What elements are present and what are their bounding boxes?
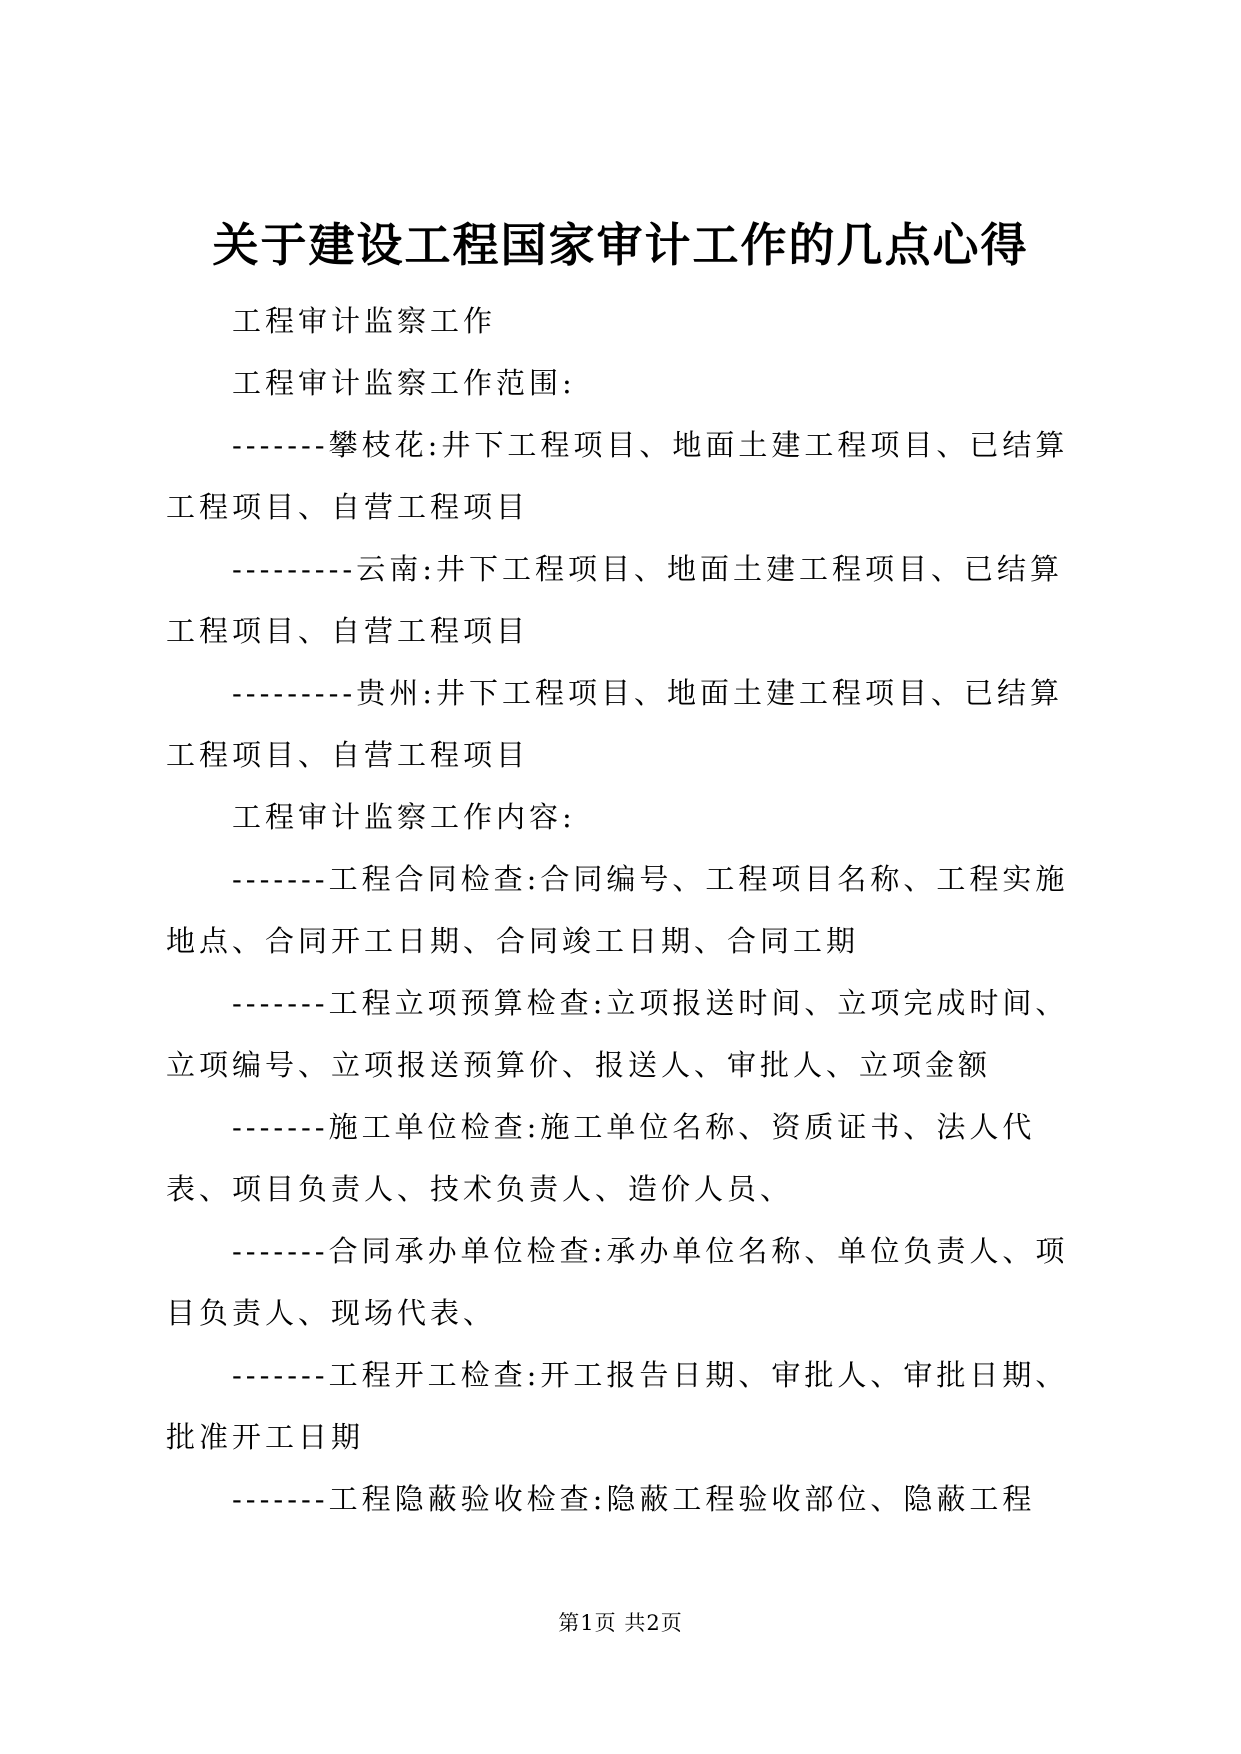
paragraph: ---------贵州:井下工程项目、地面土建工程项目、已结算工程项目、自营工程项目 [166,676,1063,772]
paragraph: 工程审计监察工作 [232,304,497,338]
paragraph: -------合同承办单位检查:承办单位名称、单位负责人、项目负责人、现场代表、 [166,1234,1069,1330]
paragraph: -------工程合同检查:合同编号、工程项目名称、工程实施地点、合同开工日期、合同竣工日期、合同工期 [166,862,1069,958]
paragraph: ---------云南:井下工程项目、地面土建工程项目、已结算工程项目、自营工程项目 [166,552,1063,648]
paragraph: -------工程隐蔽验收检查:隐蔽工程验收部位、隐蔽工程 [232,1482,1036,1516]
document-title: 关于建设工程国家审计工作的几点心得 [212,218,1029,272]
page-number-footer: 第1页 共2页 [558,1611,683,1635]
paragraph: -------施工单位检查:施工单位名称、资质证书、法人代表、项目负责人、技术负责人、造价人员、 [166,1110,1036,1206]
paragraph: -------攀枝花:井下工程项目、地面土建工程项目、已结算工程项目、自营工程项目 [166,428,1069,524]
paragraph: -------工程立项预算检查:立项报送时间、立项完成时间、立项编号、立项报送预算价、报送人、审批人、立项金额 [166,986,1069,1082]
paragraph: 工程审计监察工作范围: [232,366,576,400]
paragraph: 工程审计监察工作内容: [232,800,576,834]
paragraph: -------工程开工检查:开工报告日期、审批人、审批日期、批准开工日期 [166,1358,1069,1454]
document-body [166,290,1086,1530]
